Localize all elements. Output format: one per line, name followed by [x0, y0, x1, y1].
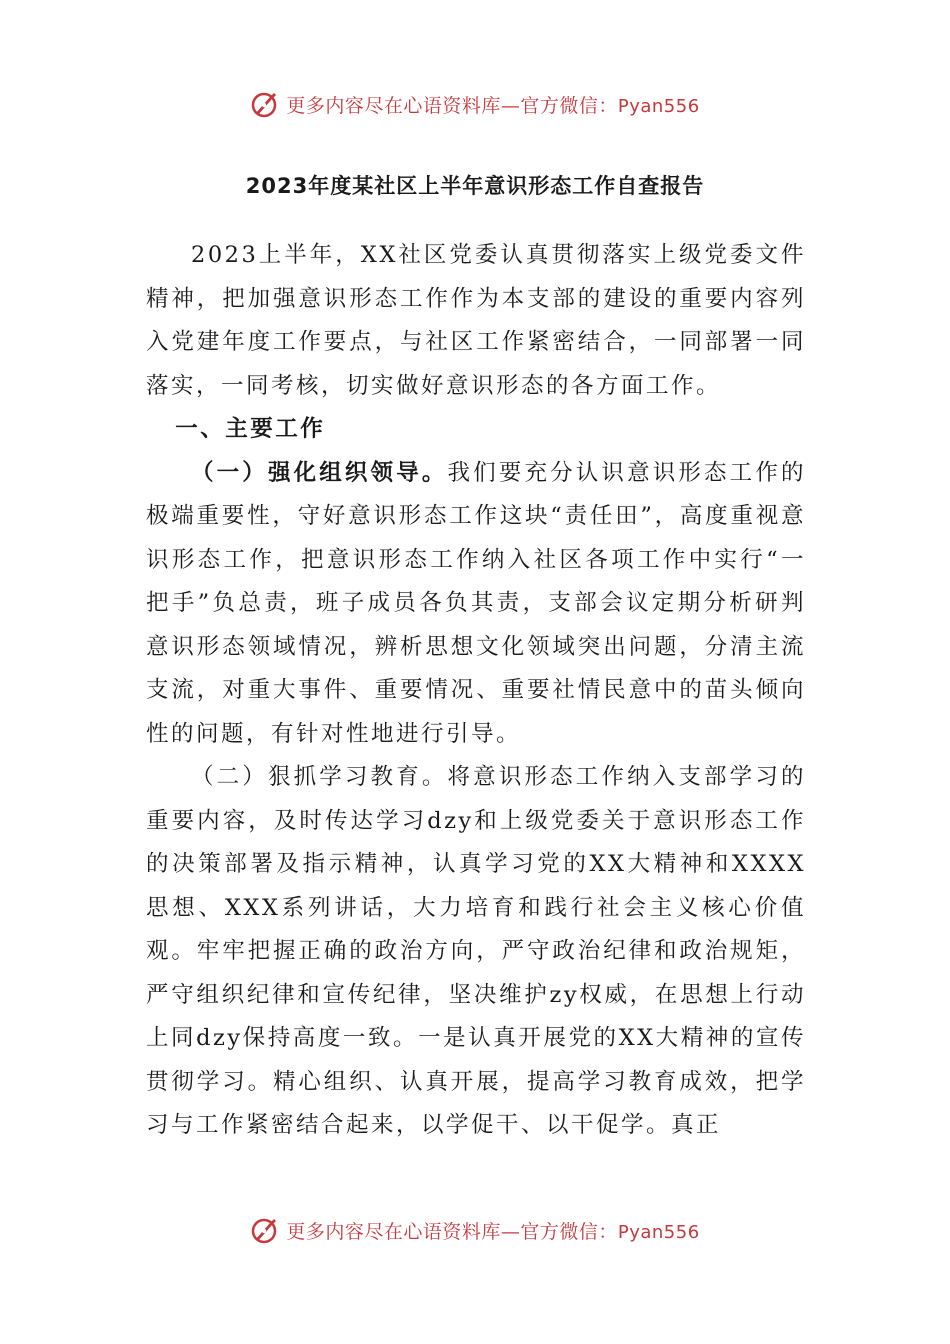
wechat-id: Pyan556 — [617, 1221, 700, 1243]
intro-paragraph: 2023上半年，XX社区党委认真贯彻落实上级党委文件精神，把加强意识形态工作作为本支部的建设的重要内容列入党建年度工作要点，与社区工作紧密结合，一同部署一同落实，一同考核，切实做好意识形态的各方面工作。 — [146, 242, 806, 399]
wechat-id: Pyan556 — [617, 95, 700, 117]
item-2-paragraph: （二）狠抓学习教育。将意识形态工作纳入支部学习的重要内容，及时传达学习dzy和上级党委关于意识形态工作的决策部署及指示精神，认真学习党的XX大精神和XXXX思想、XXX系列讲话，大力培育和践行社会主义核心价值观。牢牢把握正确的政治方向，严守政治纪律和政治规矩，严守组织纪律和宣传纪律，坚决维护zy权威，在思想上行动上同dzy保持高度一致。一是认真开展党的XX大精神的宣传贯彻学习。精心组织、认真开展，提高学习教育成效，把学习与工作紧密结合起来，以学促干、以干促学。真正 — [146, 764, 806, 1138]
pen-nib-circle-icon — [250, 89, 280, 119]
watermark-text: 更多内容尽在心语资料库—官方微信：Pyan556 — [286, 1220, 700, 1243]
header-watermark-banner — [0, 84, 950, 124]
section-heading: 一、主要工作 — [175, 416, 326, 442]
item-1-paragraph — [146, 452, 806, 757]
pen-nib-circle-icon — [250, 1215, 280, 1245]
document-title: 2023年度某社区上半年意识形态工作自查报告 — [245, 174, 705, 198]
watermark-text: 更多内容尽在心语资料库—官方微信：Pyan556 — [286, 94, 700, 117]
item-1-lead: （一）强化组织领导。 — [191, 459, 448, 486]
document-body — [146, 234, 806, 1148]
footer-watermark-banner — [0, 1210, 950, 1250]
item-1-body: 我们要充分认识意识形态工作的极端重要性，守好意识形态工作这块“责任田”，高度重视意识形态工作，把意识形态工作纳入社区各项工作中实行“一把手”负总责，班子成员各负其责，支部会议定期分析研判意识形态领域情况，辨析思想文化领域突出问题，分清主流支流，对重大事件、重要情况、重要社情民意中的苗头倾向性的问题，有针对性地进行引导。 — [146, 459, 806, 747]
